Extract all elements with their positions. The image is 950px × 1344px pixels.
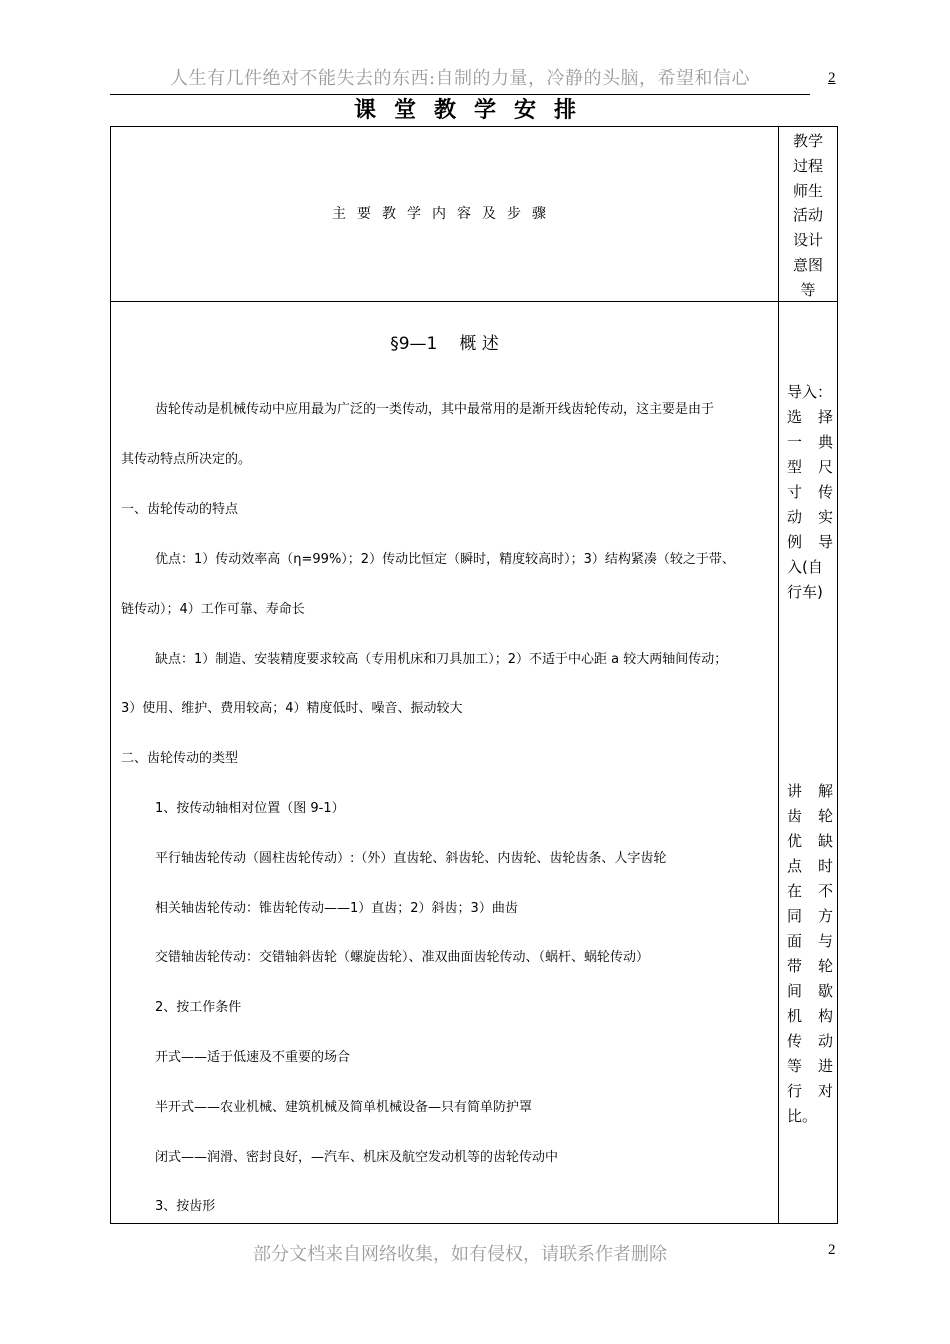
subheading: 一、齿轮传动的特点: [121, 502, 239, 517]
paragraph-line: 平行轴齿轮传动（圆柱齿轮传动）:（外）直齿轮、斜齿轮、内齿轮、齿轮齿条、人字齿轮: [155, 851, 667, 866]
footer-page-number: 2: [828, 1242, 836, 1258]
side-note-line: 讲 解: [787, 782, 833, 800]
header-motto: 人生有几件绝对不能失去的东西:自制的力量，冷静的头脑，希望和信心: [169, 68, 751, 89]
paragraph-line: 交错轴齿轮传动：交错轴斜齿轮（螺旋齿轮）、准双曲面齿轮传动、（蜗杆、蜗轮传动）: [155, 950, 650, 965]
paragraph-line: 链传动）；4）工作可靠、寿命长: [121, 602, 305, 617]
paragraph-line: 缺点：1）制造、安装精度要求较高（专用机床和刀具加工）；2）不适于中心距 a 较大两轴间传动；: [155, 652, 728, 667]
side-note-line: 例 导: [787, 533, 833, 551]
side-note-line: 一 典: [787, 433, 833, 451]
side-note-line: 导入：: [787, 383, 833, 401]
paragraph-line: 开式——适于低速及不重要的场合: [155, 1050, 351, 1065]
section-name: 概 述: [459, 334, 499, 354]
side-note-explain: [787, 779, 833, 1129]
subheading: 二、齿轮传动的类型: [121, 751, 239, 766]
footer-disclaimer: 部分文档来自网络收集，如有侵权，请联系作者删除: [253, 1244, 667, 1265]
side-header-line: 过程: [792, 156, 823, 175]
paragraph-line: 半开式——农业机械、建筑机械及简单机械设备—只有简单防护罩: [155, 1100, 533, 1115]
side-header-line: 意图: [792, 255, 823, 274]
paragraph-line: 3、按齿形: [155, 1199, 216, 1214]
side-note-line: 动 实: [787, 508, 833, 526]
side-note-line: 在 不: [787, 882, 833, 900]
side-header-line: 教学: [792, 132, 823, 150]
lesson-table: [110, 126, 838, 1224]
side-column-header: [779, 129, 837, 303]
side-note-line: 选 择: [787, 408, 833, 426]
document-title: 课堂教学安排: [353, 98, 594, 123]
side-note-line: 面 与: [787, 932, 833, 950]
paragraph-line: 2、按工作条件: [155, 1000, 242, 1015]
side-note-line: 优 缺: [787, 832, 833, 850]
side-note-line: 机 构: [787, 1007, 833, 1025]
paragraph-line: 其传动特点所决定的。: [121, 452, 252, 467]
paragraph-line: 相关轴齿轮传动：锥齿轮传动——1）直齿；2）斜齿；3）曲齿: [155, 901, 518, 916]
side-note-line: 行车): [787, 583, 823, 601]
side-note-line: 点 时: [787, 857, 833, 875]
side-note-line: 带 轮: [787, 957, 833, 975]
section-number: §9—1: [390, 334, 438, 354]
paragraph-line: 1、按传动轴相对位置（图 9-1）: [155, 801, 345, 816]
side-header-line: 等: [800, 280, 816, 299]
section-title: [111, 329, 778, 354]
side-note-line: 行 对: [787, 1082, 833, 1100]
side-note-line: 同 方: [787, 907, 833, 925]
side-note-line: 间 歇: [787, 982, 833, 1000]
side-note-line: 入(自: [787, 558, 823, 576]
paragraph-line: 3）使用、维护、费用较高；4）精度低时、噪音、振动较大: [121, 701, 463, 716]
main-content-header: 主要教学内容及步骤: [332, 206, 557, 222]
side-header-line: 活动: [792, 206, 823, 225]
paragraph-line: 齿轮传动是机械传动中应用最为广泛的一类传动，其中最常用的是渐开线齿轮传动，这主要是由于: [155, 402, 715, 417]
side-header-line: 设计: [792, 231, 823, 250]
side-note-line: 齿 轮: [787, 807, 833, 825]
header-page-number: 2: [828, 70, 836, 86]
header-row-divider: [111, 301, 837, 302]
paragraph-line: 闭式——润滑、密封良好，—汽车、机床及航空发动机等的齿轮传动中: [155, 1150, 559, 1165]
side-note-line: 比。: [787, 1107, 818, 1125]
side-note-intro: [787, 380, 833, 605]
paragraph-line: 优点：1）传动效率高（η=99%）；2）传动比恒定（瞬时，精度较高时）；3）结构紧凑（较之于带、: [155, 552, 735, 567]
side-note-line: 传 动: [787, 1032, 833, 1050]
side-note-line: 型 尺: [787, 458, 833, 476]
side-header-line: 师生: [792, 181, 823, 200]
side-note-line: 寸 传: [787, 483, 833, 501]
side-note-line: 等 进: [787, 1057, 833, 1075]
